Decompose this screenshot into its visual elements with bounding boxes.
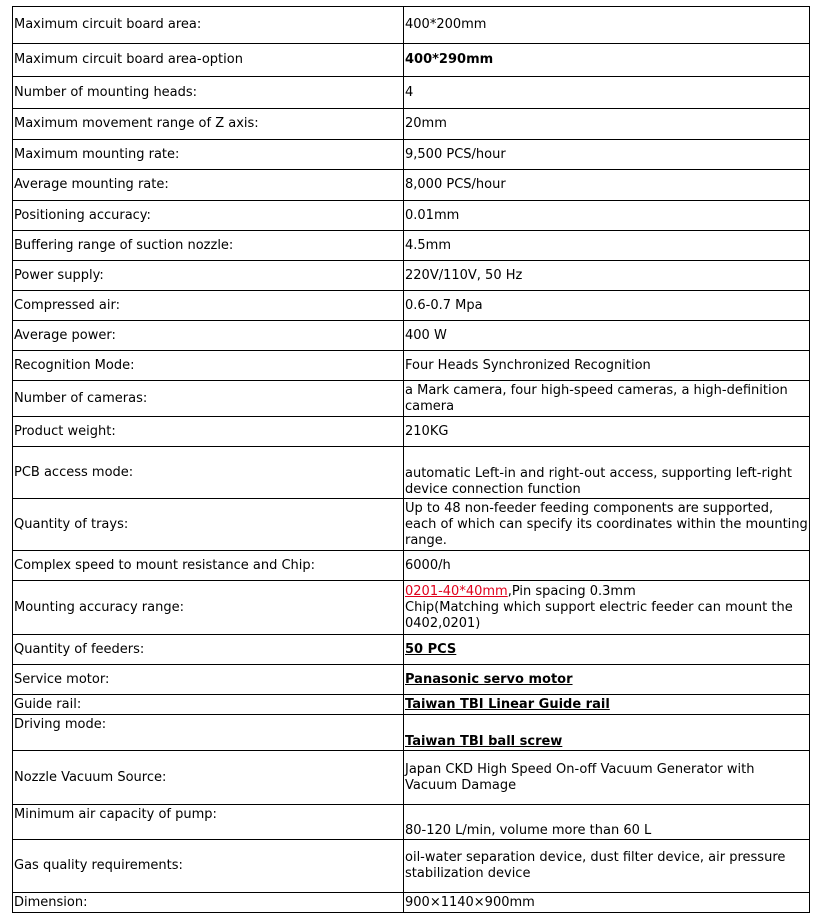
accuracy-range-highlight: 0201-40*40mm xyxy=(405,583,508,599)
spec-value: Japan CKD High Speed On-off Vacuum Generator with Vacuum Damage xyxy=(404,751,810,805)
spec-value: 20mm xyxy=(404,109,810,140)
spec-label: Buffering range of suction nozzle: xyxy=(13,231,404,261)
chip-support-text: Chip(Matching which support electric feeder can mount the 0402,0201) xyxy=(405,599,793,631)
table-row xyxy=(13,581,810,635)
spec-value: 0.6-0.7 Mpa xyxy=(404,291,810,321)
spec-label: Maximum circuit board area: xyxy=(13,7,404,44)
spec-label: Average mounting rate: xyxy=(13,170,404,201)
spec-label: Maximum mounting rate: xyxy=(13,140,404,170)
spec-label: Power supply: xyxy=(13,261,404,291)
spec-value: 900×1140×900mm xyxy=(404,893,810,913)
spec-value: 400*200mm xyxy=(404,7,810,44)
table-row xyxy=(13,665,810,695)
spec-label: Complex speed to mount resistance and Chip: xyxy=(13,551,404,581)
spec-value: Four Heads Synchronized Recognition xyxy=(404,351,810,381)
table-row xyxy=(13,140,810,170)
spec-value: 400*290mm xyxy=(404,44,810,77)
spec-value: 80-120 L/min, volume more than 60 L xyxy=(404,805,810,840)
table-row xyxy=(13,715,810,751)
table-row xyxy=(13,805,810,840)
table-row xyxy=(13,635,810,665)
table-row xyxy=(13,261,810,291)
spec-label: Compressed air: xyxy=(13,291,404,321)
spec-label: Maximum circuit board area-option xyxy=(13,44,404,77)
spec-label: Minimum air capacity of pump: xyxy=(13,805,404,840)
table-row xyxy=(13,201,810,231)
spec-value: 8,000 PCS/hour xyxy=(404,170,810,201)
table-row xyxy=(13,499,810,551)
spec-value: 50 PCS xyxy=(404,635,810,665)
pin-spacing-text: ,Pin spacing 0.3mm xyxy=(507,583,636,599)
spec-label: Recognition Mode: xyxy=(13,351,404,381)
spec-value: 220V/110V, 50 Hz xyxy=(404,261,810,291)
spec-value: Taiwan TBI ball screw xyxy=(404,715,810,751)
spec-label: Quantity of feeders: xyxy=(13,635,404,665)
spec-value: 4.5mm xyxy=(404,231,810,261)
spec-label: Nozzle Vacuum Source: xyxy=(13,751,404,805)
table-row xyxy=(13,417,810,447)
table-row xyxy=(13,351,810,381)
table-row xyxy=(13,751,810,805)
table-row xyxy=(13,840,810,893)
spec-value: 4 xyxy=(404,77,810,109)
table-row xyxy=(13,170,810,201)
spec-label: Product weight: xyxy=(13,417,404,447)
spec-label: Positioning accuracy: xyxy=(13,201,404,231)
spec-value: 0.01mm xyxy=(404,201,810,231)
spec-label: Driving mode: xyxy=(13,715,404,751)
spec-value: Panasonic servo motor xyxy=(404,665,810,695)
table-row xyxy=(13,321,810,351)
table-row xyxy=(13,7,810,44)
table-row xyxy=(13,551,810,581)
spec-label: Service motor: xyxy=(13,665,404,695)
spec-value: oil-water separation device, dust filter device, air pressure stabilization device xyxy=(404,840,810,893)
spec-value: Up to 48 non-feeder feeding components are supported, each of which can specify its coordinates within the mounting range. xyxy=(404,499,810,551)
table-row xyxy=(13,695,810,715)
spec-label: Quantity of trays: xyxy=(13,499,404,551)
spec-label: Maximum movement range of Z axis: xyxy=(13,109,404,140)
table-row xyxy=(13,291,810,321)
spec-value: 6000/h xyxy=(404,551,810,581)
spec-value: automatic Left-in and right-out access, supporting left-right device connection function xyxy=(404,447,810,499)
table-row xyxy=(13,447,810,499)
table-row xyxy=(13,231,810,261)
table-row xyxy=(13,381,810,417)
spec-label: Guide rail: xyxy=(13,695,404,715)
specification-table xyxy=(12,6,810,913)
table-row xyxy=(13,44,810,77)
spec-value: Taiwan TBI Linear Guide rail xyxy=(404,695,810,715)
spec-label: Dimension: xyxy=(13,893,404,913)
spec-value: a Mark camera, four high-speed cameras, a high-definition camera xyxy=(404,381,810,417)
spec-label: Number of cameras: xyxy=(13,381,404,417)
spec-label: PCB access mode: xyxy=(13,447,404,499)
spec-label: Average power: xyxy=(13,321,404,351)
spec-value: 400 W xyxy=(404,321,810,351)
spec-label: Mounting accuracy range: xyxy=(13,581,404,635)
spec-value: 210KG xyxy=(404,417,810,447)
spec-value: 9,500 PCS/hour xyxy=(404,140,810,170)
table-row xyxy=(13,893,810,913)
table-row xyxy=(13,77,810,109)
table-row xyxy=(13,109,810,140)
spec-label: Number of mounting heads: xyxy=(13,77,404,109)
spec-label: Gas quality requirements: xyxy=(13,840,404,893)
spec-value xyxy=(404,581,810,635)
